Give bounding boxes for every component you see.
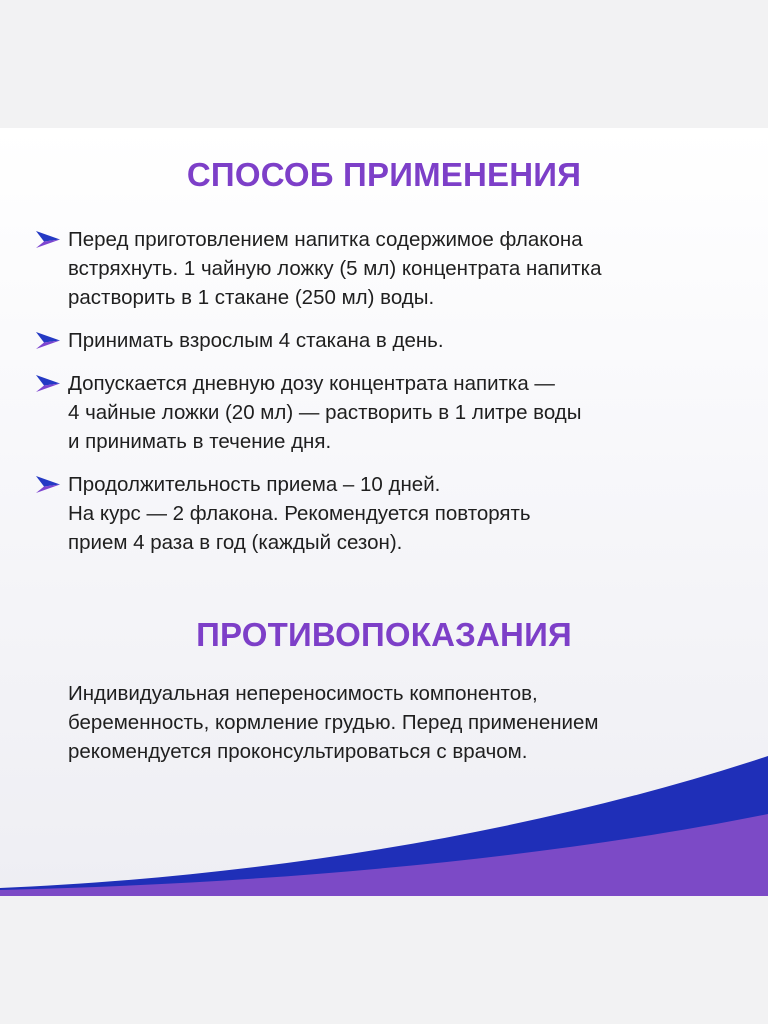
info-card [0,128,768,896]
list-item-line: Продолжительность приема – 10 дней. [68,473,441,496]
usage-section-title: СПОСОБ ПРИМЕНЕНИЯ [186,156,582,193]
list-item-line: Принимать взрослым 4 стакана в день. [68,329,444,352]
list-item-line: На курс — 2 флакона. Рекомендуется повторять [68,502,531,525]
contraindications-line: рекомендуется проконсультироваться с врачом. [68,740,528,763]
list-item [36,326,736,355]
usage-instructions-list [36,225,736,571]
list-item-line: 4 чайные ложки (20 мл) — растворить в 1 литре воды [68,401,582,424]
contraindications-line: беременность, кормление грудью. Перед применением [68,711,599,734]
arrow-bullet-icon [36,231,60,248]
contraindications-section-title: ПРОТИВОПОКАЗАНИЯ [196,616,572,653]
arrow-bullet-icon [36,476,60,493]
list-item [36,470,736,557]
list-item [36,225,736,312]
list-item-line: Перед приготовлением напитка содержимое флакона [68,228,583,251]
list-item-line: растворить в 1 стакане (250 мл) воды. [68,286,435,309]
list-item-line: Допускается дневную дозу концентрата напитка — [68,372,555,395]
arrow-bullet-icon [36,375,60,392]
list-item-line: встряхнуть. 1 чайную ложку (5 мл) концентрата напитка [68,257,602,280]
contraindications-line: Индивидуальная непереносимость компонентов, [68,682,538,705]
decorative-wave [0,728,768,896]
arrow-bullet-icon [36,332,60,349]
list-item-line: прием 4 раза в год (каждый сезон). [68,531,403,554]
list-item-line: и принимать в течение дня. [68,430,332,453]
list-item [36,369,736,456]
